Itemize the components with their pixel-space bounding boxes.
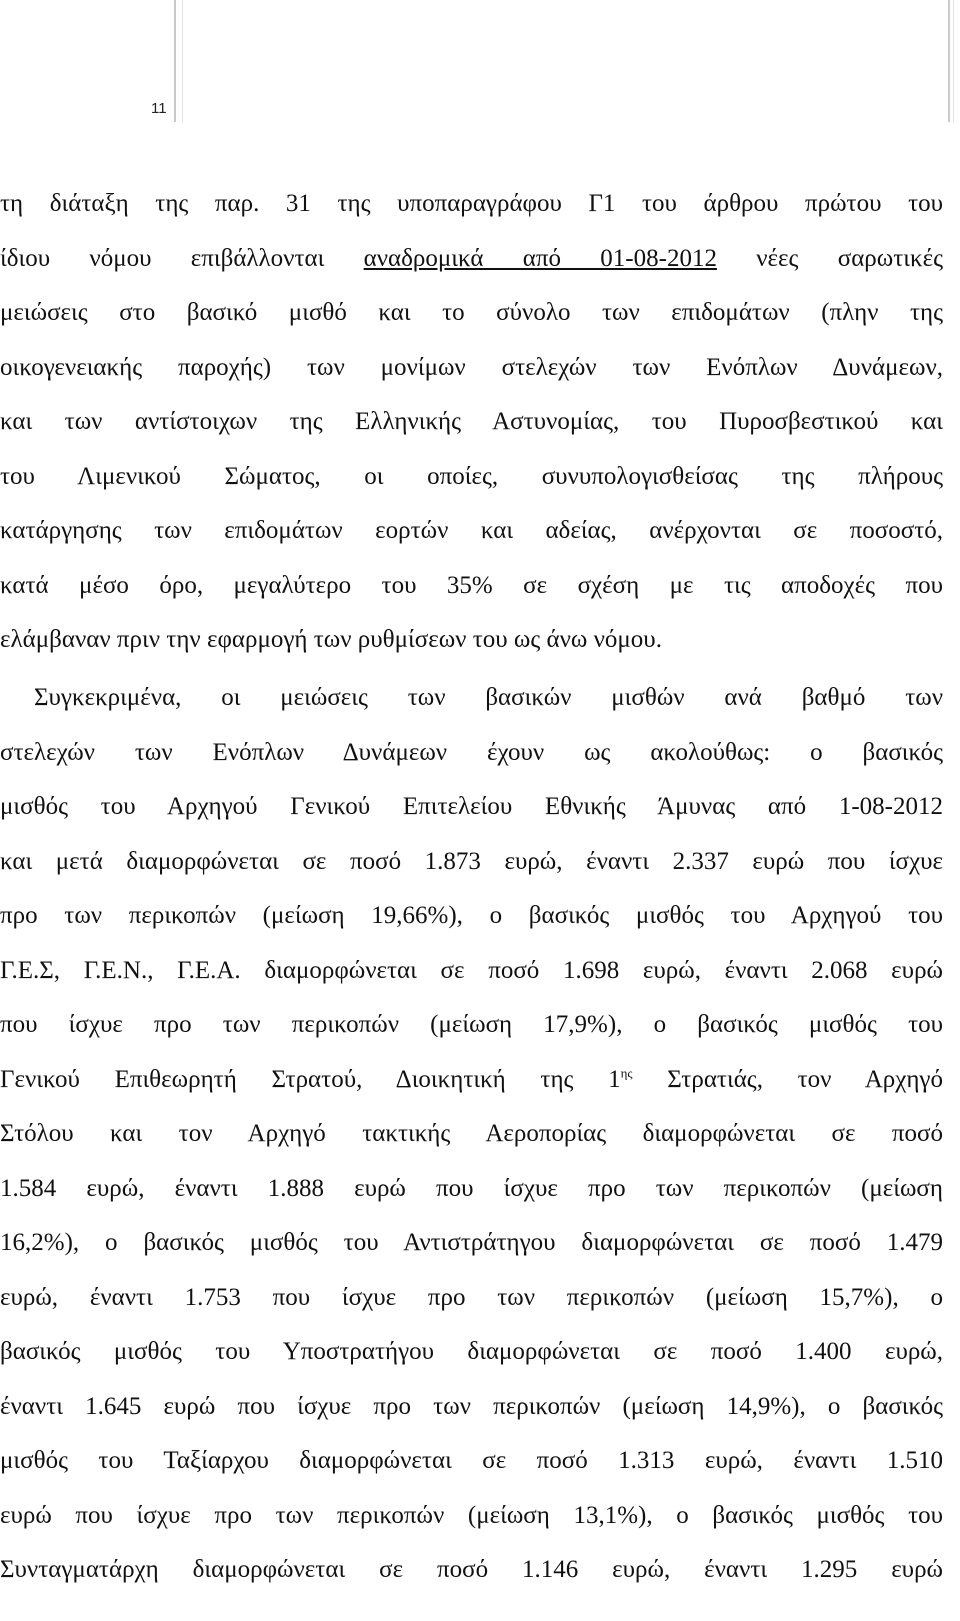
text-line: μισθός του Αρχηγού Γενικού Επιτελείου Εθνικής Άμυνας από 1-08-2012 [0, 793, 943, 820]
text-line: του Λιμενικού Σώματος, οι οποίες, συνυπολογισθείσας της πλήρους [0, 462, 943, 490]
text-line [0, 232, 943, 287]
text-line: 1.584 ευρώ, έναντι 1.888 ευρώ που ίσχυε προ των περικοπών (μείωση [0, 1174, 943, 1202]
text-line: κατά μέσο όρο, μεγαλύτερο του 35% σε σχέση με τις αποδοχές που [0, 571, 943, 599]
margin-rule-left-inner [182, 0, 183, 122]
text-line: και μετά διαμορφώνεται σε ποσό 1.873 ευρώ, έναντι 2.337 ευρώ που ίσχυε [0, 847, 943, 875]
text-line: μειώσεις στο βασικό μισθό και το σύνολο των επιδομάτων (πλην της [0, 299, 943, 326]
text-line: και των αντίστοιχων της Ελληνικής Αστυνομίας, του Πυροσβεστικού και [0, 408, 943, 435]
underlined-phrase: αναδρομικά από 01-08-2012 [363, 244, 717, 272]
margin-rule-right [948, 0, 950, 122]
text-line: έναντι 1.645 ευρώ που ίσχυε προ των περικοπών (μείωση 14,9%), ο βασικός [0, 1392, 943, 1420]
text-line: Στόλου και τον Αρχηγό τακτικής Αεροπορίας διαμορφώνεται σε ποσό [0, 1120, 943, 1147]
text-line: μισθός του Ταξίαρχου διαμορφώνεται σε ποσό 1.313 ευρώ, έναντι 1.510 [0, 1447, 943, 1474]
text-line: προ των περικοπών (μείωση 19,66%), ο βασικός μισθός του Αρχηγού του [0, 902, 943, 929]
ordinal-superscript: ης [620, 1065, 633, 1081]
text-line: οικογενειακής παροχής) των μονίμων στελεχών των Ενόπλων Δυνάμεων, [0, 353, 943, 381]
text-line: κατάργησης των επιδομάτων εορτών και αδείας, ανέρχονται σε ποσοστό, [0, 517, 943, 544]
text-line: ευρώ, έναντι 1.753 που ίσχυε προ των περικοπών (μείωση 15,7%), ο [0, 1283, 943, 1311]
text-line: στελεχών των Ενόπλων Δυνάμεων έχουν ως ακολούθως: ο βασικός [0, 738, 943, 766]
text-line: Συγκεκριμένα, οι μειώσεις των βασικών μισθών ανά βαθμό των [34, 684, 943, 711]
page-number: 11 [151, 100, 167, 117]
text-line [0, 1053, 943, 1108]
text-line: Γ.Ε.Σ, Γ.Ε.Ν., Γ.Ε.Α. διαμορφώνεται σε ποσό 1.698 ευρώ, έναντι 2.068 ευρώ [0, 956, 943, 984]
margin-rule-left [174, 0, 176, 122]
paragraph-2 [0, 671, 943, 1598]
text-line: τη διάταξη της παρ. 31 της υποπαραγράφου Γ1 του άρθρου πρώτου του [0, 190, 943, 217]
text-segment: Γενικού Επιθεωρητή Στρατού, Διοικητική της 1 [0, 1065, 621, 1093]
text-line: βασικός μισθός του Υποστρατήγου διαμορφώνεται σε ποσό 1.400 ευρώ, [0, 1338, 943, 1365]
paragraph-1 [0, 177, 943, 668]
text-segment: νέες σαρωτικές [716, 244, 943, 272]
text-line: Συνταγματάρχη διαμορφώνεται σε ποσό 1.146 ευρώ, έναντι 1.295 ευρώ [0, 1556, 943, 1583]
text-line: που ίσχυε προ των περικοπών (μείωση 17,9%), ο βασικός μισθός του [0, 1011, 943, 1038]
text-line: ελάμβαναν πριν την εφαρμογή των ρυθμίσεων του ως άνω νόμου. [0, 626, 662, 653]
text-segment: ίδιου νόμου επιβάλλονται [0, 244, 364, 272]
margin-rule-right-inner [953, 0, 954, 122]
text-line: 16,2%), ο βασικός μισθός του Αντιστράτηγου διαμορφώνεται σε ποσό 1.479 [0, 1229, 943, 1256]
text-segment: Στρατιάς, τον Αρχηγό [632, 1065, 943, 1093]
text-line: ευρώ που ίσχυε προ των περικοπών (μείωση 13,1%), ο βασικός μισθός του [0, 1501, 943, 1529]
